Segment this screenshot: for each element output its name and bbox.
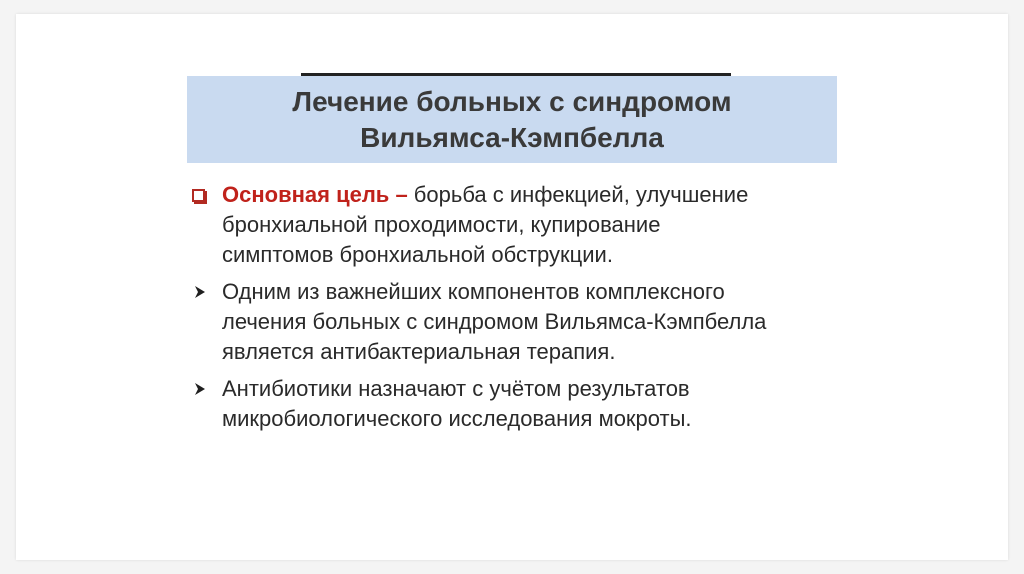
slide-body <box>188 180 828 441</box>
bullet-item-antibiotics <box>188 374 828 434</box>
bullet-line: симптомов бронхиальной обструкции. <box>222 242 613 267</box>
bullet-item-main-goal <box>188 180 828 270</box>
bullet-item-antibacterial <box>188 277 828 367</box>
bullet-line: Одним из важнейших компонентов комплексного <box>222 279 725 304</box>
main-goal-label: Основная цель – <box>222 182 408 207</box>
bullet-line: борьба с инфекцией, улучшение <box>407 182 749 207</box>
bullet-line: является антибактериальная терапия. <box>222 339 616 364</box>
bullet-line: бронхиальной проходимости, купирование <box>222 212 661 237</box>
slide-title-line-1: Лечение больных с синдромом <box>292 85 732 117</box>
slide-title-line-2: Вильямса-Кэмпбелла <box>360 121 664 153</box>
arrow-icon <box>192 381 208 397</box>
bullet-line: Антибиотики назначают с учётом результатов <box>222 376 690 401</box>
checkbox-icon <box>192 189 205 202</box>
bullet-line: микробиологического исследования мокроты. <box>222 406 692 431</box>
bullet-line: лечения больных с синдромом Вильямса-Кэмпбелла <box>222 309 767 334</box>
title-band <box>187 76 837 163</box>
arrow-icon <box>192 284 208 300</box>
